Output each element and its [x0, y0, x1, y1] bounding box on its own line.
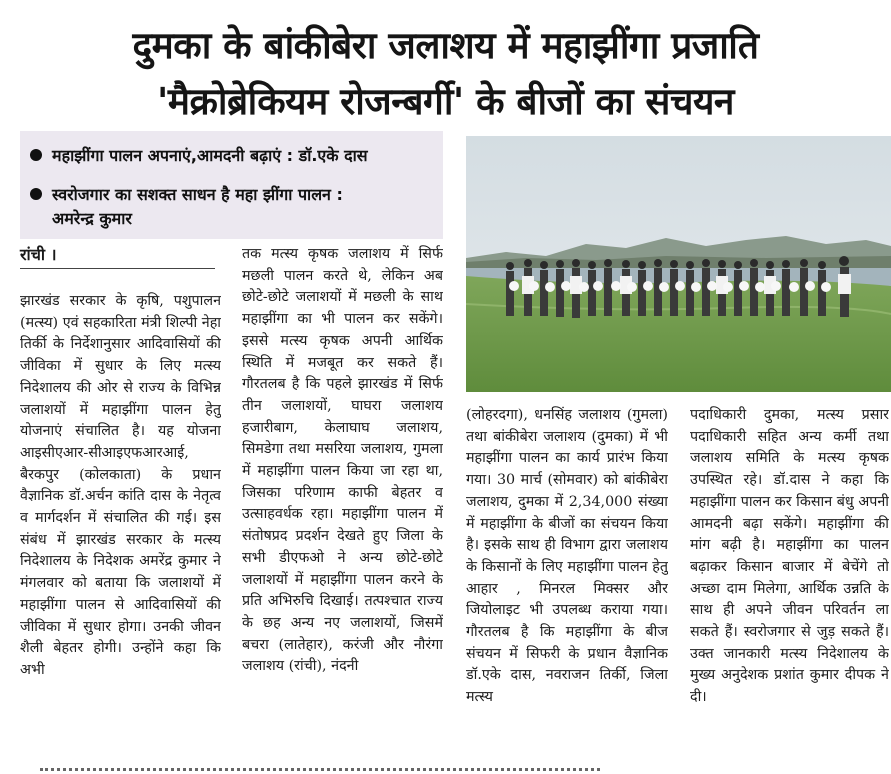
headline-line-2: 'मैक्रोब्रेकियम रोजन्बर्गी' के बीजों का संचयन: [157, 80, 734, 123]
reservoir-group-photo: [466, 136, 891, 392]
highlight-1: महाझींगा पालन अपनाएं,आमदनी बढ़ाएं : डॉ.एके दास: [30, 144, 368, 168]
article-column-4: पदाधिकारी दुमका, मत्स्य प्रसार पदाधिकारी सहित अन्य कर्मी तथा जलाशय समिति के मत्स्य कृषक उपस्थित रहे। डॉ.दास ने कहा कि महाझींगा पालन कर किसान बंधु अपनी आमदनी बढ़ा सकेंगे। महाझींगा की मांग बढ़ी है। महाझींगा का पालन बढ़ाकर किसान बाजार में बेचेंगे तो अच्छा दाम मिलेगा, आर्थिक उन्नति के साथ ही अपने जीवन परिवर्तन ला सकते हैं। स्वरोजगार से जुड़ सकते हैं। उक्त जानकारी मत्स्य निदेशालय के मुख्य अनुदेशक प्रशांत कुमार दीपक ने दी।: [690, 407, 889, 706]
highlights-box: [20, 131, 443, 239]
highlight-2: स्वरोजगार का सशक्त साधन है महा झींगा पालन :: [30, 183, 343, 207]
article-column-1: झारखंड सरकार के कृषि, पशुपालन (मत्स्य) एवं सहकारिता मंत्री शिल्पी नेहा तिर्की के निर्देशानुसार आदिवासियों की जीविका में सुधार के लिए मत्स्य निदेशालय की ओर से राज्य के विभिन्न जलाशयों में महाझींगा पालन हेतु योजनाएं संचालित है। यह योजना आइसीएआर-सीआइएफआरआई, बैरकपुर (कोलकाता) के प्रधान वैज्ञानिक डॉ.अर्चन कांति दास के नेतृत्व व मार्गदर्शन में संचालित की गई। इस संबंध में झारखंड सरकार के मत्स्य निदेशालय के निदेशक अमरेंद्र कुमार ने मंगलवार को बताया कि जलाशयों में महाझींगा पालन से आदिवासियों की जीविका में सुधार होगा। उनकी जीवन शैली बेहतर होगी। उन्होंने कहा कि अभी: [20, 293, 221, 678]
bullet-icon: [30, 188, 42, 200]
highlight-2-continued: अमरेन्द्र कुमार: [52, 209, 132, 228]
dateline-rule: [20, 268, 215, 269]
bullet-icon: [30, 149, 42, 161]
dateline: रांची ।: [20, 245, 57, 264]
next-article-cutoff: [0, 760, 891, 774]
headline-line-1: दुमका के बांकीबेरा जलाशय में महाझींगा प्रजाति: [132, 24, 759, 67]
article-column-3: (लोहरदगा), धनसिंह जलाशय (गुमला) तथा बांकीबेरा जलाशय (दुमका) में भी महाझींगा पालन का कार्य प्रारंभ किया गया। 30 मार्च (सोमवार) को बांकीबेरा जलाशय, दुमका में 2,34,000 संख्या में महाझींगा के बीजों का संचयन किया है। इसके साथ ही विभाग द्वारा जलाशय के किसानों के लिए महाझींगा पालन हेतु आहार , मिनरल मिक्सर और जियोलाइट भी उपलब्ध कराया गया। गौरतलब है कि महाझींगा के बीज संचयन में सिफरी के प्रधान वैज्ञानिक डॉ.एके दास, नवराजन तिर्की, जिला मत्स्य: [466, 407, 668, 706]
article-column-2: तक मत्स्य कृषक जलाशय में सिर्फ मछली पालन करते थे, लेकिन अब छोटे-छोटे जलाशयों में मछली के साथ महाझींगा का भी पालन कर सकेंगे। इससे मत्स्य कृषक अपनी आर्थिक स्थिति में मजबूत कर सकते हैं। गौरतलब है कि पहले झारखंड में सिर्फ तीन जलाशयों, घाघरा जलाशय हजारीबाग, केलाघाघ जलाशय, सिमडेगा तथा मसरिया जलाशय, गुमला में महाझींगा पालन किया जा रहा था, जिसका परिणाम काफी बेहतर व उत्साहवर्धक रहा। महाझींगा पालन में संतोषप्रद प्रदर्शन देखते हुए जिला के सभी डीएफओ ने अन्य छोटे-छोटे जलाशयों में महाझींगा पालन करने के प्रति अभिरुचि दिखाई। तत्पश्चात राज्य के छह अन्य नए जलाशयों, जिसमें बचरा (लातेहार), करंजी और नौरंगा जलाशय (रांची), नंदनी: [242, 246, 443, 675]
news-photo: [466, 136, 891, 392]
